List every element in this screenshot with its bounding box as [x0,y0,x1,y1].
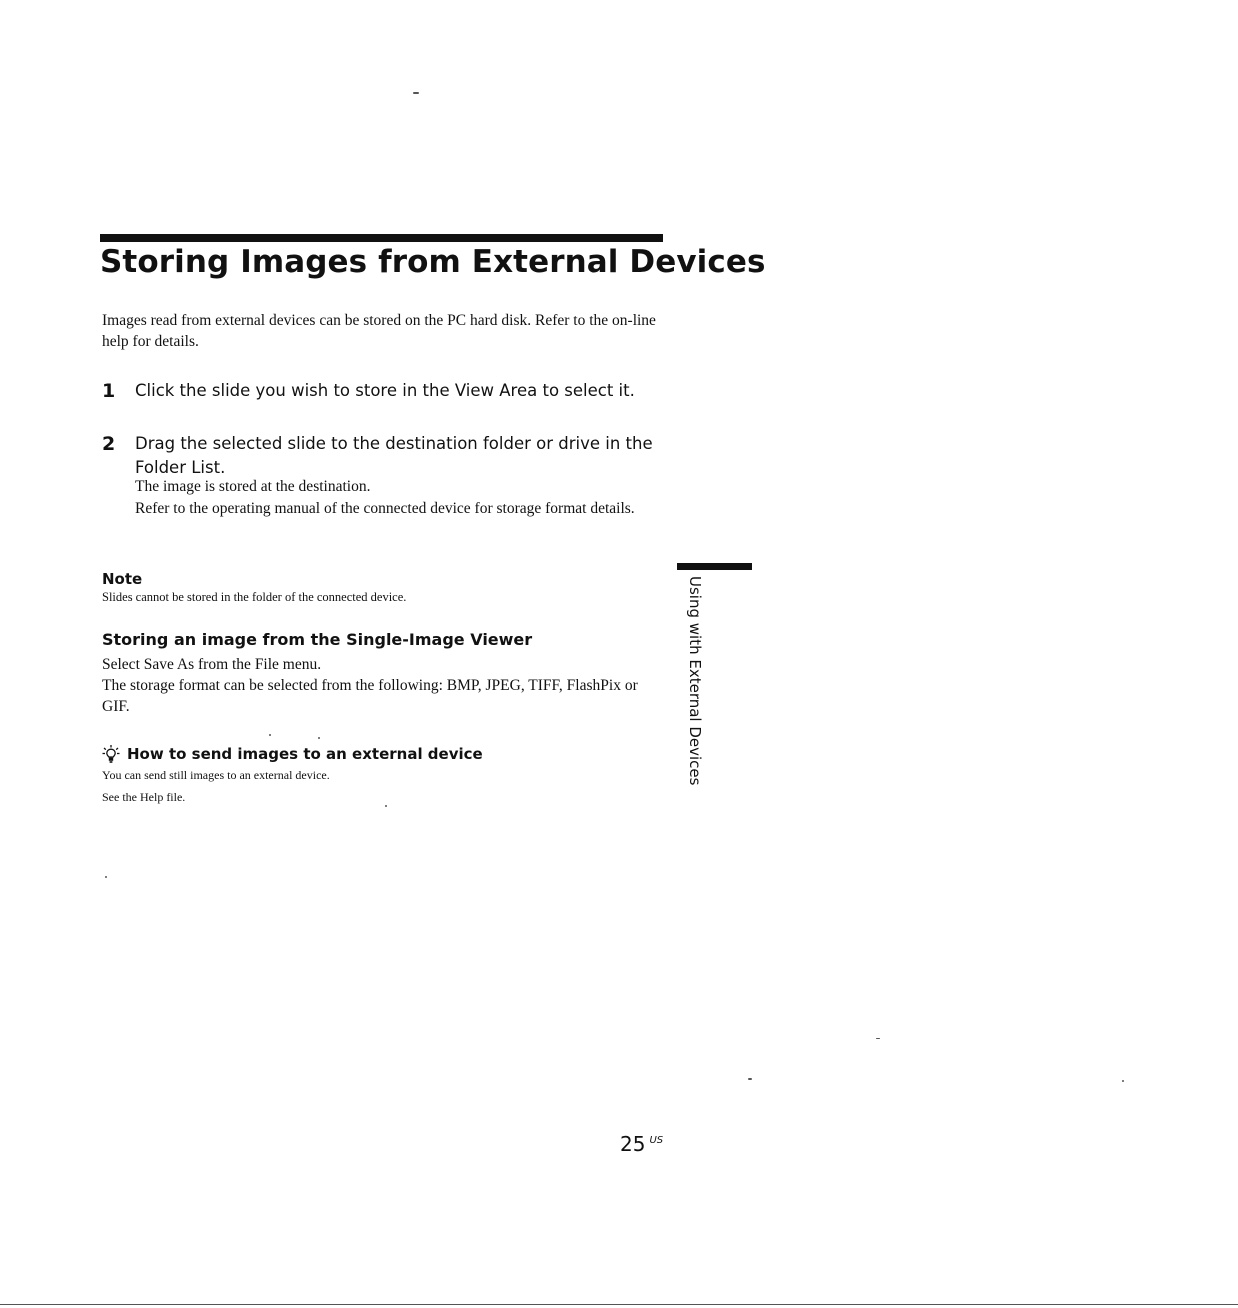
step-2-text: Drag the selected slide to the destination folder or drive in the Folder List. [135,434,653,477]
scan-speck [269,734,271,736]
step-2-result [135,476,665,520]
subsection-line: The storage format can be selected from the following: BMP, JPEG, TIFF, FlashPix or GIF. [102,677,638,715]
step-2-result-line: Refer to the operating manual of the connected device for storage format details. [135,500,635,517]
step-1-text: Click the slide you wish to store in the View Area to select it. [135,381,635,400]
scan-speck [1122,1080,1124,1082]
scan-speck [105,876,107,878]
subsection-body [102,654,642,717]
subsection-heading: Storing an image from the Single-Image Viewer [102,630,533,649]
page-number [620,1132,663,1156]
scan-speck [385,805,387,807]
scan-speck [748,1078,752,1080]
scan-speck [876,1038,880,1039]
lightbulb-icon [101,744,121,764]
side-tab-bar [677,563,752,570]
title-rule [100,234,663,242]
page-number-suffix: US [649,1135,664,1146]
page-title: Storing Images from External Devices [100,244,766,280]
tip-heading: How to send images to an external device [127,745,483,763]
step-1-number: 1 [102,380,116,402]
intro-paragraph: Images read from external devices can be stored on the PC hard disk. Refer to the on-line help for details. [102,312,656,350]
scan-speck [413,92,419,94]
note-text: Slides cannot be stored in the folder of the connected device. [102,590,407,604]
page-number-value: 25 [620,1132,646,1156]
subsection-line: Select Save As from the File menu. [102,656,322,673]
scan-speck [318,737,320,739]
note-heading: Note [102,570,143,588]
scan-edge-line [0,1304,1238,1305]
step-2-result-line: The image is stored at the destination. [135,478,371,495]
tip-line: See the Help file. [102,790,186,804]
tip-line: You can send still images to an external device. [102,768,330,782]
step-2-number: 2 [102,433,116,455]
side-tab-label: Using with External Devices [686,576,704,786]
